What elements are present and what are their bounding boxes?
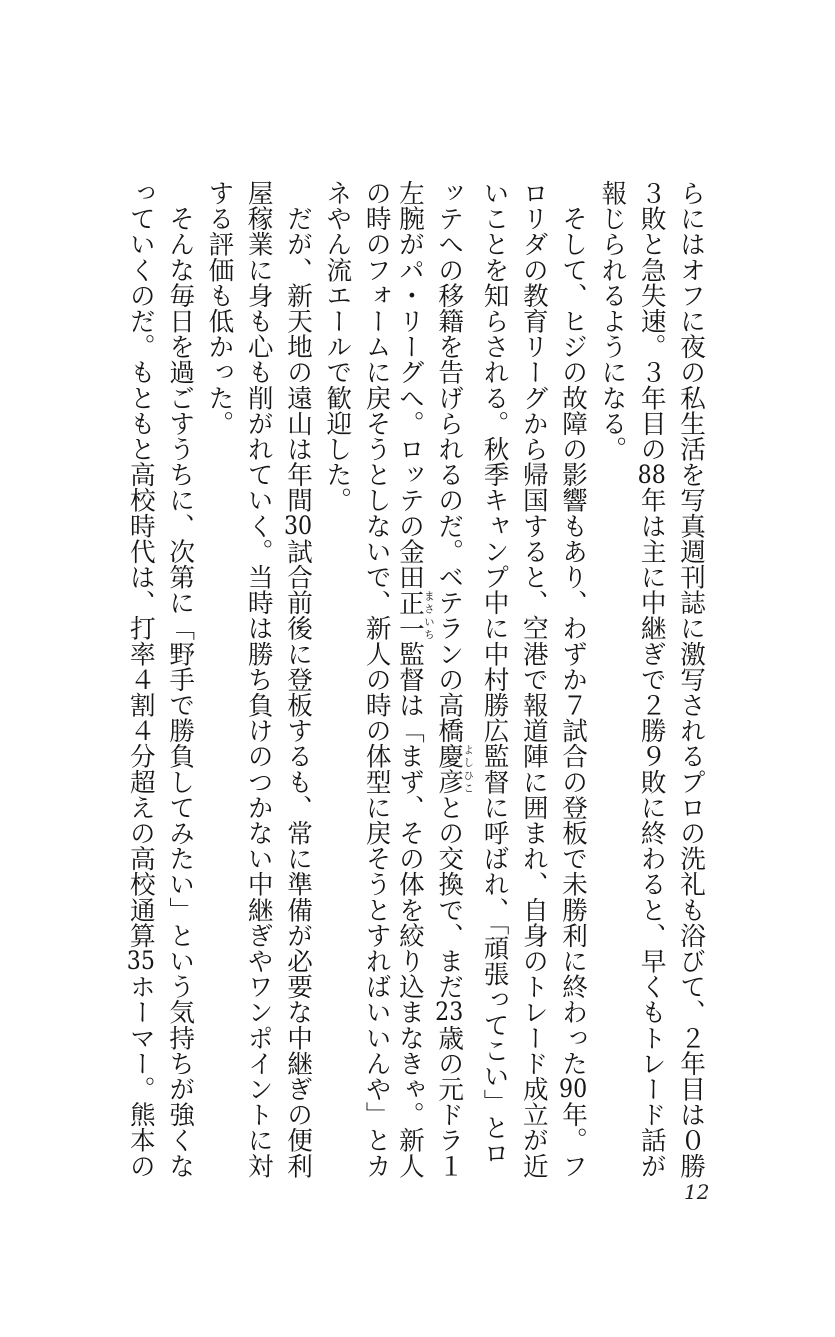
text-segment: 屋稼業に身も心も削がれていく。当時は勝ち負けのつかない中継ぎやワンポイントに対 [243,180,274,1179]
text-segment: いことを知らされる。秋季キャンプ中に中村勝広監督に呼ばれ、「頑張ってこい」とロ [479,180,510,1166]
text-line [121,180,160,1180]
text-segment: 監督は「まず、その体を絞り込まなきゃ。新人 [394,640,425,1179]
ruby-base-text: 慶彦 [434,743,465,795]
text-line [317,180,356,1180]
text-line [278,180,317,1180]
text-segment: の時のフォームに戻そうとしないで、新人の時の体型に戻そうとすればいいんや」とカ [361,180,392,1179]
ruby-reading: よしひこ [462,743,475,795]
text-segment: だが、新天地の遠山は年間30試合前後に登板するも、常に準備が必要な中継ぎの便利 [283,180,314,1179]
text-line [356,180,395,1180]
ruby-base-text: 正一 [394,589,425,641]
text-segment: ３敗と急失速。３年目の88年は主に中継ぎで２勝９敗に終わると、早くもトレード話が [636,180,667,1179]
text-segment: ロリダの教育リーグから帰国すると、空港で報道陣に囲まれ、自身のトレード成立が近 [518,180,549,1179]
text-segment: する評価も低かった。 [204,180,235,436]
text-segment: 報じられるようになる。 [597,180,628,462]
text-segment: ッテへの移籍を告げられるのだ。ベテランの高橋 [434,180,465,744]
text-segment: 左腕がパ・リーグへ。ロッテの金田 [394,180,425,590]
ruby-word [394,589,435,641]
text-segment: との交換で、まだ23歳の元ドラ１ [434,794,465,1179]
text-line [671,180,710,1180]
text-line [474,180,513,1180]
ruby-word [434,743,475,795]
text-line [592,180,631,1180]
text-line [238,180,277,1180]
body-text [121,180,710,1180]
text-line [199,180,238,1180]
text-segment: らにはオフに夜の私生活を写真週刊誌に激写されるプロの洗礼も浴びて、２年目は０勝 [676,180,706,1179]
text-line [514,180,553,1180]
text-segment: そんな毎日を過ごすうちに、次第に「野手で勝負してみたい」という気持ちが強くな [165,180,196,1179]
ruby-reading: まさいち [422,589,435,641]
text-segment: っていくのだ。もともと高校時代は、打率４割４分超えの高校通算35ホーマー。熊本の [125,180,156,1179]
page-number: 12 [684,1180,710,1204]
text-line [160,180,199,1180]
text-line [631,180,670,1180]
text-segment: そして、ヒジの故障の影響もあり、わずか７試合の登板で未勝利に終わった90年。フ [558,180,589,1179]
text-line [435,180,474,1180]
text-line [553,180,592,1180]
text-segment: ネやん流エールで歓迎した。 [322,180,353,513]
